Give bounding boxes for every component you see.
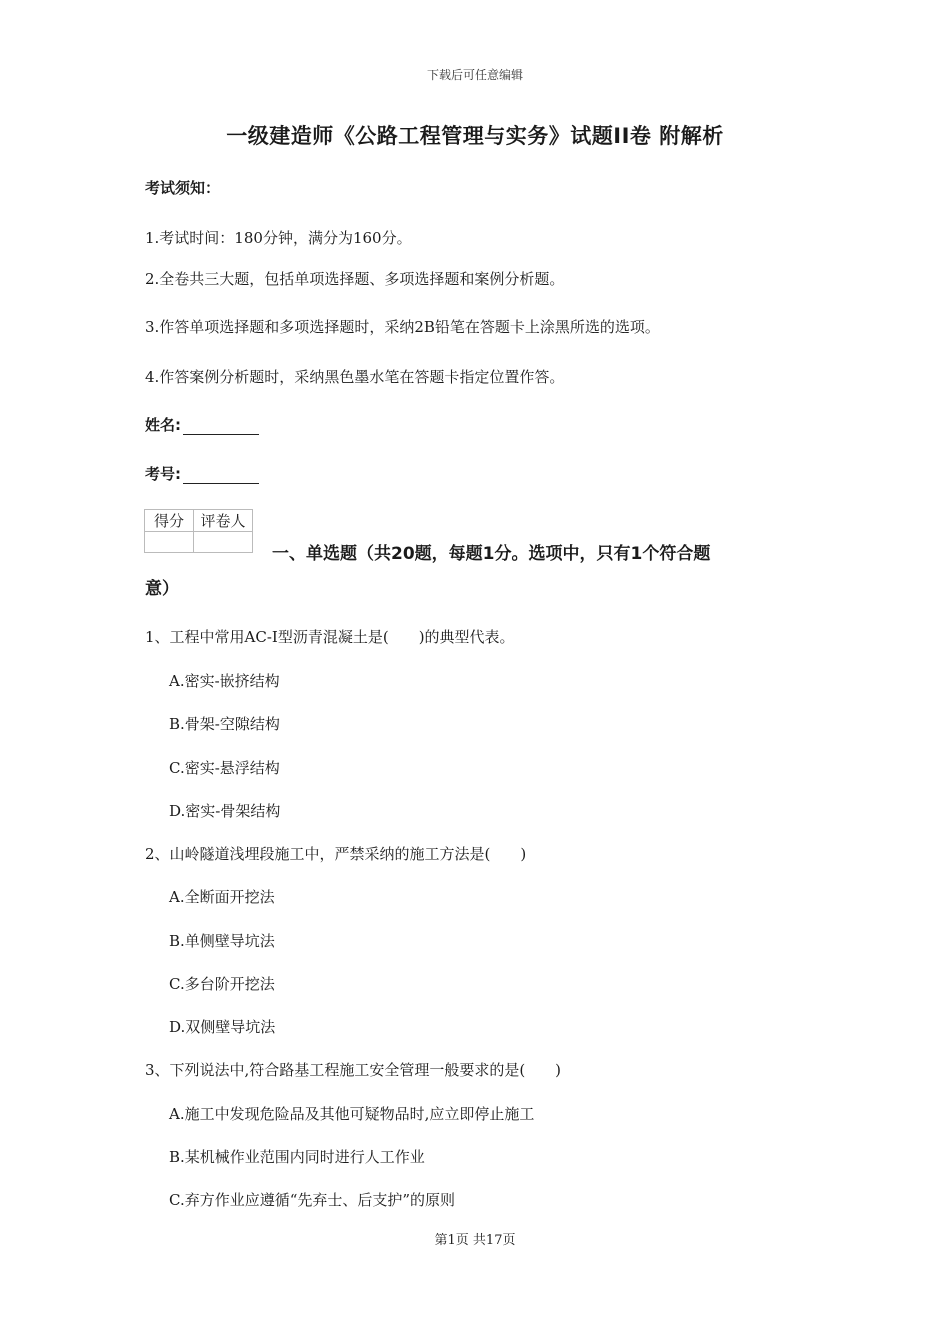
- section-heading: 一、单选题（共20题，每题1分。选项中，只有1个符合题: [272, 544, 711, 564]
- question-option: A.密实-嵌挤结构: [169, 672, 280, 690]
- notice-item: 1.考试时间：180分钟，满分为160分。: [145, 229, 412, 247]
- question-stem: 2、山岭隧道浅埋段施工中，严禁采纳的施工方法是( ): [145, 845, 527, 863]
- question-option: D.双侧壁导坑法: [169, 1018, 276, 1036]
- question-option: A.施工中发现危险品及其他可疑物品时,应立即停止施工: [169, 1105, 535, 1123]
- question-option: B.单侧壁导坑法: [169, 932, 275, 950]
- grader-cell[interactable]: [194, 532, 253, 553]
- name-label: 姓名:: [145, 416, 181, 434]
- notice-heading: 考试须知：: [145, 179, 221, 197]
- question-stem: 3、下列说法中,符合路基工程施工安全管理一般要求的是( ): [145, 1061, 562, 1079]
- question-option: C.多台阶开挖法: [169, 975, 275, 993]
- notice-item: 2.全卷共三大题，包括单项选择题、多项选择题和案例分析题。: [145, 270, 565, 288]
- question-stem: 1、工程中常用AC-I型沥青混凝土是( )的典型代表。: [145, 628, 515, 646]
- score-header: 得分: [145, 510, 194, 532]
- name-blank-line[interactable]: [183, 418, 259, 435]
- notice-item: 4.作答案例分析题时，采纳黑色墨水笔在答题卡指定位置作答。: [145, 368, 565, 386]
- score-table: [144, 509, 253, 553]
- score-cell[interactable]: [145, 532, 194, 553]
- exam-number-field: [145, 463, 259, 484]
- question-option: D.密实-骨架结构: [169, 802, 281, 820]
- question-option: A.全断面开挖法: [169, 888, 275, 906]
- section-heading-continued: 意）: [145, 579, 179, 599]
- grader-header: 评卷人: [194, 510, 253, 532]
- question-option: B.某机械作业范围内同时进行人工作业: [169, 1148, 425, 1166]
- question-option: C.弃方作业应遵循“先弃士、后支护”的原则: [169, 1191, 456, 1209]
- document-title: 一级建造师《公路工程管理与实务》试题II卷 附解析: [226, 124, 724, 148]
- question-option: C.密实-悬浮结构: [169, 759, 280, 777]
- header-note: 下载后可任意编辑: [426, 68, 523, 82]
- page-footer: 第1页 共17页: [434, 1233, 516, 1248]
- question-option: B.骨架-空隙结构: [169, 715, 280, 733]
- name-field: [145, 414, 259, 435]
- notice-item: 3.作答单项选择题和多项选择题时，采纳2B铅笔在答题卡上涂黑所选的选项。: [145, 318, 660, 336]
- exam-number-label: 考号:: [145, 465, 181, 483]
- exam-number-blank-line[interactable]: [183, 467, 259, 484]
